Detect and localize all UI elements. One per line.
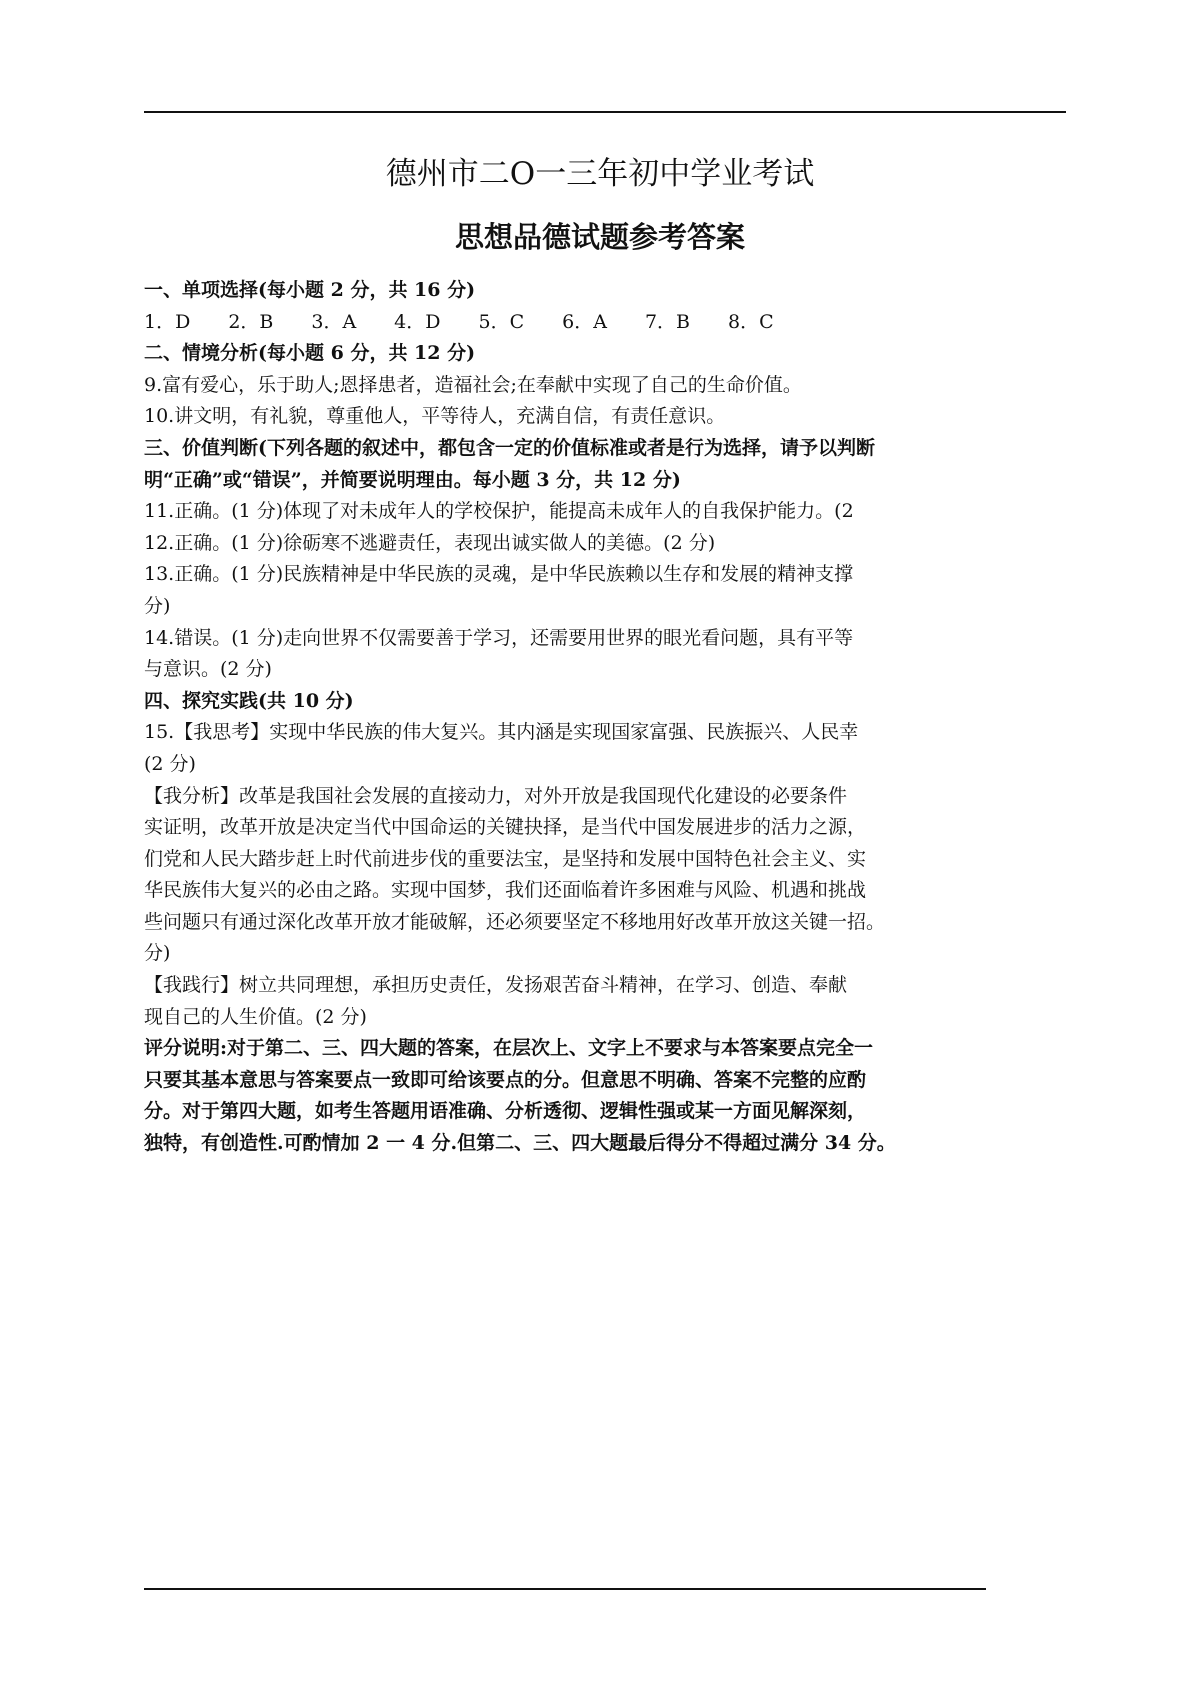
answer-line: 分) [144, 594, 171, 617]
answer-line: (2 分) [144, 752, 196, 775]
answer-line: 分) [144, 942, 171, 965]
answer-line: 们党和人民大踏步赶上时代前进步伐的重要法宝，是坚持和发展中国特色社会主义、实 [144, 847, 867, 870]
answer-line: 10.讲文明，有礼貌，尊重他人，平等待人，充满自信，有责任意识。 [144, 405, 726, 428]
answer-line: 1．D 2．B 3．A 4．D 5．C 6．A 7．B 8．C [144, 310, 774, 333]
section-heading-line: 三、价值判断(下列各题的叙述中，都包含一定的价值标准或者是行为选择，请予以判断 [144, 436, 875, 459]
answer-line: 【我分析】改革是我国社会发展的直接动力，对外开放是我国现代化建设的必要条件 [144, 784, 848, 807]
answer-line: 12.正确。(1 分)徐砺寒不逃避责任，表现出诚实做人的美德。(2 分) [144, 531, 716, 554]
answer-line: 14.错误。(1 分)走向世界不仅需要善于学习，还需要用世界的眼光看问题，具有平等 [144, 626, 854, 649]
footer-rule [144, 1588, 986, 1590]
answer-line: 华民族伟大复兴的必由之路。实现中国梦，我们还面临着许多困难与风险、机遇和挑战 [144, 879, 867, 902]
section-heading-line: 只要其基本意思与答案要点一致即可给该要点的分。但意思不明确、答案不完整的应酌 [144, 1068, 867, 1091]
header-rule [144, 111, 1066, 113]
section-heading-line: 二、情境分析(每小题 6 分，共 12 分) [144, 342, 476, 365]
section-heading-line: 独特，有创造性.可酌情加 2 一 4 分.但第二、三、四大题最后得分不得超过满分 34 分。 [144, 1132, 896, 1155]
answer-line: 与意识。(2 分) [144, 658, 272, 681]
answer-line: 【我践行】树立共同理想，承担历史责任，发扬艰苦奋斗精神，在学习、创造、奉献 [144, 974, 848, 997]
answer-line: 15.【我思考】实现中华民族的伟大复兴。其内涵是实现国家富强、民族振兴、人民幸 [144, 721, 859, 744]
section-heading-line: 四、探究实践(共 10 分) [144, 689, 354, 712]
answer-line: 11.正确。(1 分)体现了对未成年人的学校保护，能提高未成年人的自我保护能力。(2 [144, 500, 854, 523]
answer-line: 现自己的人生价值。(2 分) [144, 1005, 367, 1028]
answer-body [144, 275, 1074, 1160]
answer-line: 实证明，改革开放是决定当代中国命运的关键抉择，是当代中国发展进步的活力之源， [144, 816, 867, 839]
section-heading-line: 一、单项选择(每小题 2 分，共 16 分) [144, 279, 476, 301]
document-title: 德州市二O一三年初中学业考试 [385, 156, 815, 192]
answer-line: 13.正确。(1 分)民族精神是中华民族的灵魂，是中华民族赖以生存和发展的精神支撑 [144, 563, 854, 586]
answer-line: 9.富有爱心，乐于助人;恩择患者，造福社会;在奉献中实现了自己的生命价值。 [144, 373, 802, 396]
answer-line: 些问题只有通过深化改革开放才能破解，还必须要坚定不移地用好改革开放这关键一招。 [144, 910, 886, 933]
section-heading-line: 评分说明:对于第二、三、四大题的答案，在层次上、文字上不要求与本答案要点完全一 [144, 1037, 874, 1060]
section-heading-line: 明“正确”或“错误”，并简要说明理由。每小题 3 分，共 12 分) [144, 468, 681, 491]
section-heading-line: 分。对于第四大题，如考生答题用语准确、分析透彻、逻辑性强或某一方面见解深刻， [144, 1100, 867, 1123]
document-subtitle: 思想品德试题参考答案 [454, 220, 745, 254]
